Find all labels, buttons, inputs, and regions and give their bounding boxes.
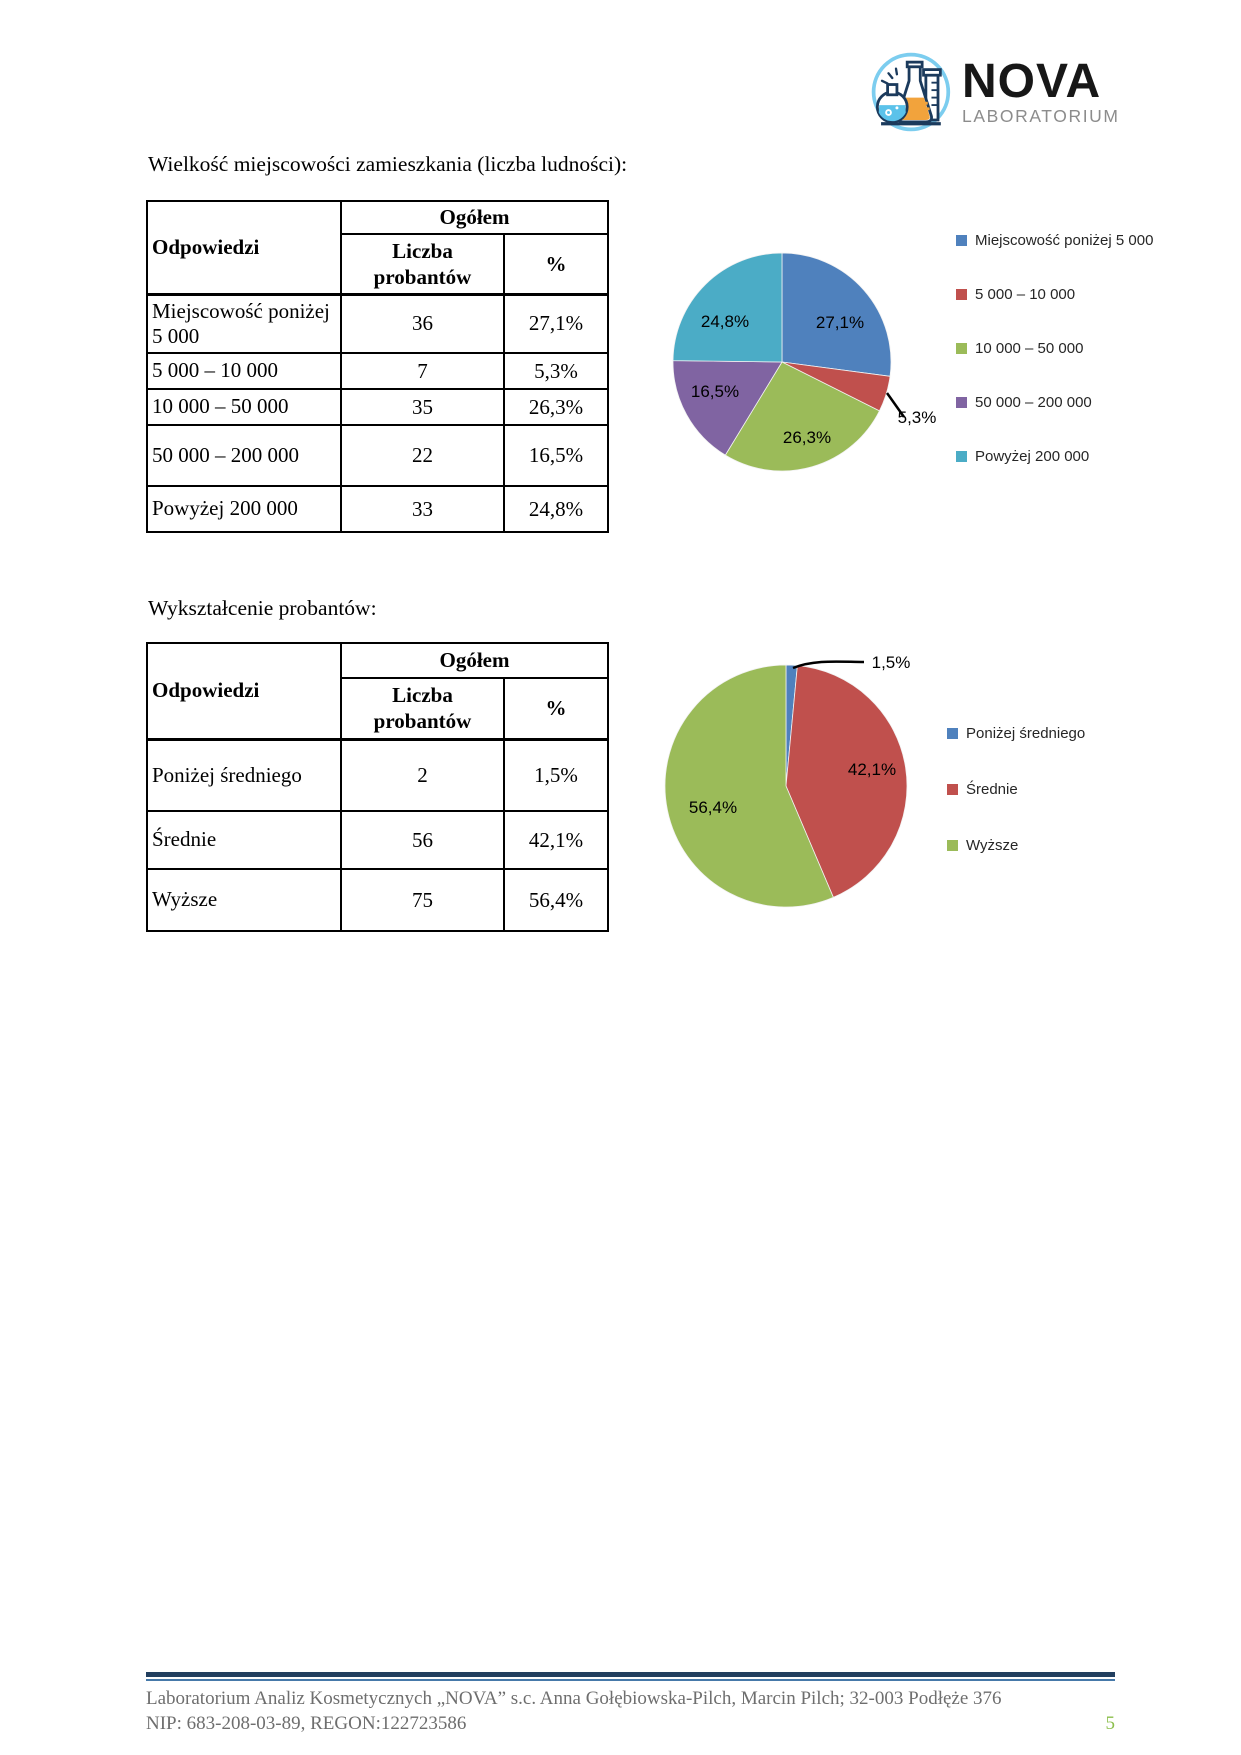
chart-legend: [947, 723, 1085, 855]
lab-flasks-icon: [868, 48, 952, 136]
legend-swatch: [956, 235, 967, 246]
table-row: [147, 811, 608, 869]
data-label: 42,1%: [847, 760, 897, 779]
section1-heading: Wielkość miejscowości zamieszkania (liczba ludności):: [148, 152, 628, 176]
cell-label: Miejscowość poniżej 5 000: [147, 294, 341, 353]
table-row: [147, 353, 608, 389]
cell-label: Wyższe: [147, 869, 341, 931]
cell-percent: 27,1%: [504, 294, 608, 353]
cell-percent: 16,5%: [504, 425, 608, 486]
cell-label: 5 000 – 10 000: [147, 353, 341, 389]
table-row: [147, 869, 608, 931]
cell-label: Poniżej średniego: [147, 739, 341, 811]
data-label: 5,3%: [897, 408, 937, 427]
cell-percent: 26,3%: [504, 389, 608, 425]
header-cell-liczba: Liczba probantów: [341, 234, 504, 294]
legend-label: Wyższe: [966, 836, 1019, 854]
cell-label: Powyżej 200 000: [147, 486, 341, 532]
footer-nip-line: NIP: 683-208-03-89, REGON:122723586: [146, 1713, 467, 1734]
cell-label: Średnie: [147, 811, 341, 869]
table-residence-size: [146, 200, 609, 533]
legend-item: [947, 779, 1085, 799]
legend-swatch: [956, 397, 967, 408]
cell-count: 56: [341, 811, 504, 869]
table-row: [147, 294, 608, 353]
legend-label: 5 000 – 10 000: [975, 285, 1076, 303]
legend-swatch: [947, 728, 958, 739]
nova-logo: [868, 48, 1120, 136]
table-row: [147, 486, 608, 532]
footer-rule: [146, 1672, 1115, 1677]
pie-slice-4: [673, 253, 782, 362]
cell-count: 2: [341, 739, 504, 811]
data-label: 24,8%: [700, 312, 750, 331]
header-cell-percent: %: [504, 234, 608, 294]
data-label: 1,5%: [871, 653, 911, 672]
cell-count: 33: [341, 486, 504, 532]
data-label: 27,1%: [815, 313, 865, 332]
legend-label: Średnie: [966, 780, 1018, 798]
table-row: [147, 643, 608, 678]
logo-title: NOVA: [962, 55, 1102, 109]
legend-item: [947, 835, 1085, 855]
chart-legend: [956, 230, 1153, 466]
header-cell-percent: %: [504, 678, 608, 739]
footer-rule: [146, 1679, 1115, 1681]
footer-company-line: Laboratorium Analiz Kosmetycznych „NOVA” s.c. Anna Gołębiowska-Pilch, Marcin Pilch; 32-003 Podłęże 376: [146, 1688, 1002, 1709]
legend-swatch: [947, 784, 958, 795]
table-row: [147, 739, 608, 811]
data-label: 16,5%: [690, 382, 740, 401]
legend-item: [956, 284, 1153, 304]
cell-label: 50 000 – 200 000: [147, 425, 341, 486]
legend-item: [956, 446, 1153, 466]
cell-count: 75: [341, 869, 504, 931]
legend-label: Miejscowość poniżej 5 000: [975, 231, 1154, 249]
legend-item: [956, 230, 1153, 250]
legend-label: Poniżej średniego: [966, 724, 1086, 742]
page-number: 5: [1105, 1713, 1115, 1734]
legend-label: 10 000 – 50 000: [975, 339, 1084, 357]
table-row: [147, 425, 608, 486]
cell-percent: 42,1%: [504, 811, 608, 869]
table-education: [146, 642, 609, 932]
table-row: [147, 389, 608, 425]
logo-subtitle: LABORATORIUM: [962, 106, 1120, 127]
cell-percent: 56,4%: [504, 869, 608, 931]
legend-label: 50 000 – 200 000: [975, 393, 1092, 411]
legend-item: [956, 392, 1153, 412]
page-footer: [146, 1672, 1115, 1736]
cell-count: 35: [341, 389, 504, 425]
data-label: 56,4%: [688, 798, 738, 817]
legend-label: Powyżej 200 000: [975, 447, 1090, 465]
cell-count: 7: [341, 353, 504, 389]
cell-percent: 5,3%: [504, 353, 608, 389]
legend-swatch: [947, 840, 958, 851]
pie-chart-education: [560, 630, 1135, 930]
pie-chart-residence: [560, 190, 1154, 480]
header-cell-odpowiedzi: Odpowiedzi: [147, 643, 341, 739]
legend-swatch: [956, 289, 967, 300]
cell-count: 36: [341, 294, 504, 353]
header-cell-ogolem: Ogółem: [341, 201, 608, 234]
legend-swatch: [956, 343, 967, 354]
section2-heading: Wykształcenie probantów:: [148, 596, 377, 620]
cell-percent: 1,5%: [504, 739, 608, 811]
cell-percent: 24,8%: [504, 486, 608, 532]
cell-count: 22: [341, 425, 504, 486]
cell-label: 10 000 – 50 000: [147, 389, 341, 425]
header-cell-odpowiedzi: Odpowiedzi: [147, 201, 341, 294]
legend-item: [956, 338, 1153, 358]
header-cell-liczba: Liczba probantów: [341, 678, 504, 739]
legend-swatch: [956, 451, 967, 462]
header-cell-ogolem: Ogółem: [341, 643, 608, 678]
legend-item: [947, 723, 1085, 743]
table-row: [147, 201, 608, 234]
data-label: 26,3%: [782, 428, 832, 447]
